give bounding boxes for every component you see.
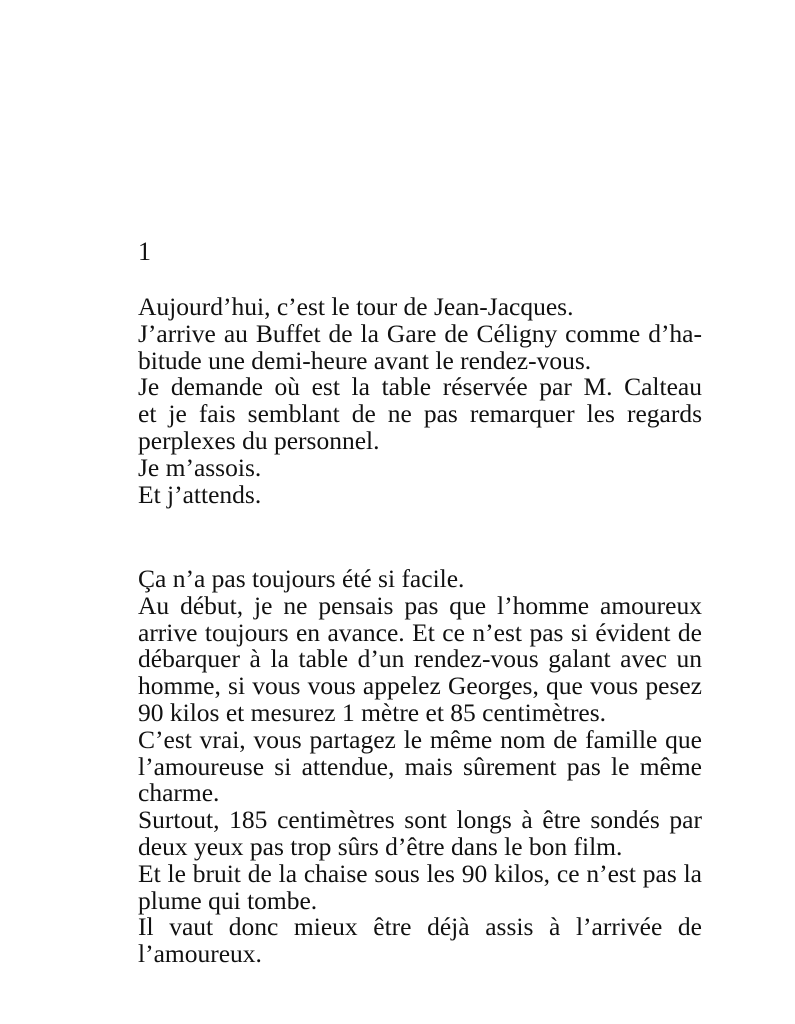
text-line: charme. (138, 778, 220, 808)
chapter-number: 1 (138, 237, 151, 266)
text-line: Il vaut donc mieux être déjà assis à l’arrivée de (138, 912, 702, 942)
text-line: perplexes du personnel. (138, 425, 380, 455)
text-line: Et j’attends. (138, 479, 262, 509)
text-line: plume qui tombe. (138, 885, 318, 915)
text-line: deux yeux pas trop sûrs d’être dans le bon film. (138, 831, 623, 861)
text-line: C’est vrai, vous partagez le même nom de famille que (138, 724, 702, 754)
text-line: débarquer à la table d’un rendez-vous galant avec un (138, 644, 702, 674)
paragraph-1 (138, 294, 702, 508)
paragraph-2 (138, 566, 702, 968)
text-line: l’amoureuse si attendue, mais sûrement pas le même (138, 751, 702, 781)
text-line: Surtout, 185 centimètres sont longs à être sondés par (138, 805, 702, 835)
text-line: arrive toujours en avance. Et ce n’est pas si évident de (138, 617, 702, 647)
text-line: 90 kilos et mesurez 1 mètre et 85 centimètres. (138, 697, 607, 727)
text-line: J’arrive au Buffet de la Gare de Céligny comme d’ha- (138, 318, 702, 348)
text-line: Au début, je ne pensais pas que l’homme amoureux (138, 590, 702, 620)
text-line: Aujourd’hui, c’est le tour de Jean-Jacques. (138, 292, 574, 321)
text-line: et je fais semblant de ne pas remarquer les regards (138, 399, 702, 429)
text-line: bitude une demi-heure avant le rendez-vous. (138, 345, 592, 375)
text-line: Et le bruit de la chaise sous les 90 kilos, ce n’est pas la (138, 858, 702, 888)
text-line: Je m’assois. (138, 452, 262, 482)
text-line: l’amoureux. (138, 939, 262, 969)
text-line: Je demande où est la table réservée par M. Calteau (138, 372, 702, 402)
text-line: Ça n’a pas toujours été si facile. (138, 564, 465, 593)
text-line: homme, si vous vous appelez Georges, que vous pesez (138, 671, 702, 701)
